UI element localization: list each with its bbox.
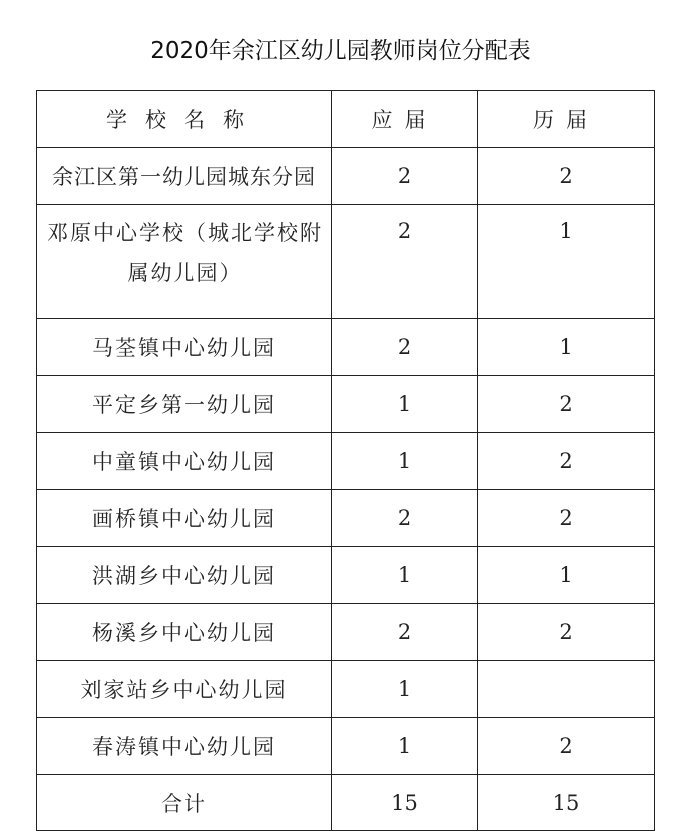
prior-count-cell: 2 bbox=[478, 490, 655, 547]
fresh-count-cell: 1 bbox=[332, 376, 478, 433]
table-row bbox=[37, 547, 655, 604]
header-school-name: 学校名称 bbox=[37, 91, 332, 148]
prior-count-cell: 1 bbox=[478, 547, 655, 604]
table-row bbox=[37, 604, 655, 661]
school-name-cell: 中童镇中心幼儿园 bbox=[37, 433, 332, 490]
prior-count-cell: 2 bbox=[478, 148, 655, 205]
fresh-count-cell: 2 bbox=[332, 490, 478, 547]
header-fresh-graduates: 应届 bbox=[332, 91, 478, 148]
table-row bbox=[37, 433, 655, 490]
prior-count-cell: 1 bbox=[478, 319, 655, 376]
header-prior-graduates: 历届 bbox=[478, 91, 655, 148]
school-name-cell: 画桥镇中心幼儿园 bbox=[37, 490, 332, 547]
school-name-cell: 邓原中心学校（城北学校附属幼儿园） bbox=[37, 205, 332, 319]
prior-count-cell: 2 bbox=[478, 718, 655, 775]
fresh-count-cell: 2 bbox=[332, 604, 478, 661]
fresh-count-cell: 2 bbox=[332, 205, 478, 319]
school-name-cell: 马荃镇中心幼儿园 bbox=[37, 319, 332, 376]
fresh-count-cell: 1 bbox=[332, 547, 478, 604]
table-row bbox=[37, 376, 655, 433]
school-name-cell: 余江区第一幼儿园城东分园 bbox=[37, 148, 332, 205]
school-name-cell: 刘家站乡中心幼儿园 bbox=[37, 661, 332, 718]
fresh-count-cell: 2 bbox=[332, 319, 478, 376]
total-fresh-count: 15 bbox=[332, 775, 478, 831]
prior-count-cell bbox=[478, 661, 655, 718]
total-label: 合计 bbox=[37, 775, 332, 831]
school-name-cell: 平定乡第一幼儿园 bbox=[37, 376, 332, 433]
school-name-cell: 杨溪乡中心幼儿园 bbox=[37, 604, 332, 661]
table-header-row bbox=[37, 91, 655, 148]
school-name-cell: 春涛镇中心幼儿园 bbox=[37, 718, 332, 775]
table-row bbox=[37, 148, 655, 205]
table-row bbox=[37, 490, 655, 547]
school-name-cell: 洪湖乡中心幼儿园 bbox=[37, 547, 332, 604]
prior-count-cell: 2 bbox=[478, 604, 655, 661]
allocation-table bbox=[36, 90, 655, 831]
fresh-count-cell: 1 bbox=[332, 433, 478, 490]
prior-count-cell: 1 bbox=[478, 205, 655, 319]
total-row bbox=[37, 775, 655, 831]
table-row bbox=[37, 205, 655, 319]
table-row bbox=[37, 319, 655, 376]
table-row bbox=[37, 718, 655, 775]
total-prior-count: 15 bbox=[478, 775, 655, 831]
prior-count-cell: 2 bbox=[478, 376, 655, 433]
fresh-count-cell: 2 bbox=[332, 148, 478, 205]
page-title: 2020年余江区幼儿园教师岗位分配表 bbox=[150, 38, 531, 64]
fresh-count-cell: 1 bbox=[332, 661, 478, 718]
prior-count-cell: 2 bbox=[478, 433, 655, 490]
fresh-count-cell: 1 bbox=[332, 718, 478, 775]
table-row bbox=[37, 661, 655, 718]
